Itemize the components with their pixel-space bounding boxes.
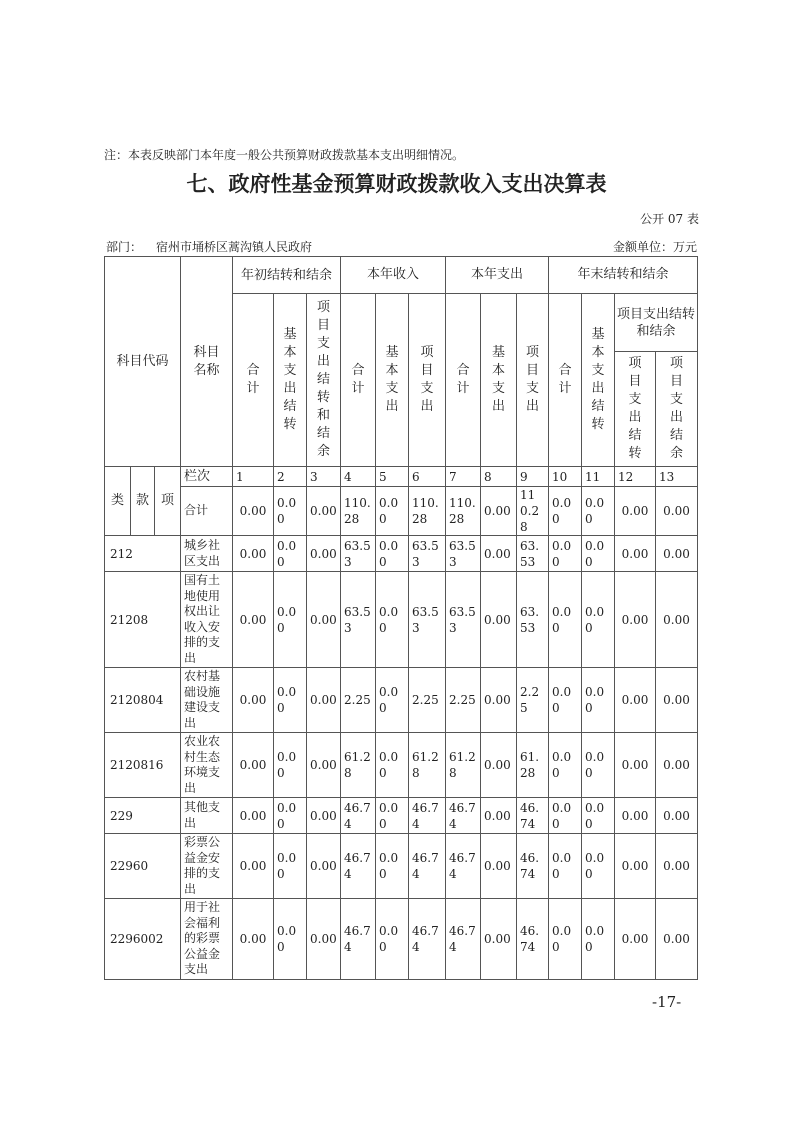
table-row — [105, 668, 698, 733]
subject-code: 21208 — [105, 572, 181, 668]
table-row — [105, 572, 698, 668]
value-cell: 2.25 — [517, 668, 549, 733]
value-cell: 63.53 — [341, 572, 376, 668]
value-cell: 0.00 — [582, 834, 615, 899]
value-cell: 0.00 — [481, 798, 517, 834]
value-cell: 61.28 — [446, 733, 481, 798]
value-cell: 46.74 — [446, 798, 481, 834]
value-cell: 0.00 — [233, 733, 274, 798]
header-end-basic-carry: 基本支出结转 — [582, 294, 615, 467]
value-cell: 0.00 — [582, 798, 615, 834]
header-income-project: 项目支出 — [409, 294, 446, 467]
value-cell: 63.53 — [341, 536, 376, 572]
value-cell: 0.00 — [233, 834, 274, 899]
value-cell: 0.00 — [582, 899, 615, 980]
value-cell: 46.74 — [446, 834, 481, 899]
value-cell: 0.00 — [376, 798, 409, 834]
value-cell: 0.00 — [615, 834, 656, 899]
subject-name: 合计 — [181, 487, 233, 536]
column-number: 2 — [274, 467, 307, 487]
value-cell: 0.00 — [233, 572, 274, 668]
column-number: 11 — [582, 467, 615, 487]
value-cell: 46.74 — [409, 899, 446, 980]
value-cell: 0.00 — [233, 487, 274, 536]
header-end-project-carry: 项目支出结转 — [615, 352, 656, 467]
column-number: 5 — [376, 467, 409, 487]
header-begin-group: 年初结转和结余 — [233, 257, 341, 294]
subject-name: 农村基础设施建设支出 — [181, 668, 233, 733]
page-number: -17- — [652, 993, 682, 1011]
header-xiang: 项 — [155, 467, 181, 536]
value-cell: 63.53 — [409, 536, 446, 572]
value-cell: 0.00 — [307, 572, 341, 668]
header-lanci: 栏次 — [181, 467, 233, 487]
table-row — [105, 536, 698, 572]
header-expense-total: 合计 — [446, 294, 481, 467]
value-cell: 0.00 — [274, 733, 307, 798]
value-cell: 0.00 — [549, 668, 582, 733]
value-cell: 0.00 — [615, 733, 656, 798]
subject-name: 农业农村生态环境支出 — [181, 733, 233, 798]
subject-name: 彩票公益金安排的支出 — [181, 834, 233, 899]
value-cell: 46.74 — [517, 798, 549, 834]
table-row — [105, 834, 698, 899]
value-cell: 0.00 — [615, 487, 656, 536]
subject-code: 212 — [105, 536, 181, 572]
value-cell: 0.00 — [656, 899, 698, 980]
value-cell: 0.00 — [615, 668, 656, 733]
value-cell: 0.00 — [615, 798, 656, 834]
column-number-row — [105, 467, 698, 487]
header-end-project-group: 项目支出结转和结余 — [615, 294, 698, 352]
value-cell: 0.00 — [549, 572, 582, 668]
value-cell: 0.00 — [549, 536, 582, 572]
column-number: 4 — [341, 467, 376, 487]
value-cell: 46.74 — [341, 798, 376, 834]
value-cell: 0.00 — [274, 487, 307, 536]
amount-unit: 金额单位：万元 — [612, 240, 697, 254]
value-cell: 0.00 — [549, 733, 582, 798]
value-cell: 63.53 — [409, 572, 446, 668]
value-cell: 0.00 — [582, 536, 615, 572]
header-expense-basic: 基本支出 — [481, 294, 517, 467]
value-cell: 0.00 — [615, 899, 656, 980]
column-number: 10 — [549, 467, 582, 487]
page-title: 七、政府性基金预算财政拨款收入支出决算表 — [186, 172, 607, 196]
value-cell: 0.00 — [274, 798, 307, 834]
value-cell: 0.00 — [656, 733, 698, 798]
value-cell: 0.00 — [307, 487, 341, 536]
subject-name: 其他支出 — [181, 798, 233, 834]
value-cell: 0.00 — [274, 572, 307, 668]
subject-code: 2296002 — [105, 899, 181, 980]
value-cell: 2.25 — [409, 668, 446, 733]
subject-name: 用于社会福利的彩票公益金支出 — [181, 899, 233, 980]
value-cell: 0.00 — [307, 798, 341, 834]
value-cell: 46.74 — [341, 899, 376, 980]
column-number: 3 — [307, 467, 341, 487]
value-cell: 63.53 — [517, 536, 549, 572]
value-cell: 0.00 — [481, 487, 517, 536]
value-cell: 0.00 — [307, 668, 341, 733]
value-cell: 61.28 — [409, 733, 446, 798]
department-name: 宿州市埇桥区蒿沟镇人民政府 — [156, 240, 313, 254]
header-end-group: 年末结转和结余 — [549, 257, 698, 294]
header-end-project-balance: 项目支出结余 — [656, 352, 698, 467]
subject-code: 2120816 — [105, 733, 181, 798]
value-cell: 0.00 — [376, 668, 409, 733]
header-end-total: 合计 — [549, 294, 582, 467]
table-row — [105, 487, 698, 536]
value-cell: 46.74 — [341, 834, 376, 899]
value-cell: 0.00 — [582, 668, 615, 733]
table-note: 注：本表反映部门本年度一般公共预算财政拨款基本支出明细情况。 — [104, 148, 465, 162]
value-cell: 63.53 — [446, 536, 481, 572]
value-cell: 63.53 — [517, 572, 549, 668]
table-row — [105, 733, 698, 798]
value-cell: 0.00 — [549, 487, 582, 536]
value-cell: 0.00 — [481, 834, 517, 899]
value-cell: 0.00 — [656, 668, 698, 733]
value-cell: 110.28 — [446, 487, 481, 536]
value-cell: 0.00 — [274, 536, 307, 572]
value-cell: 0.00 — [274, 668, 307, 733]
value-cell: 0.00 — [376, 733, 409, 798]
subject-code: 229 — [105, 798, 181, 834]
value-cell: 0.00 — [481, 899, 517, 980]
header-income-group: 本年收入 — [341, 257, 446, 294]
value-cell: 110.28 — [517, 487, 549, 536]
header-begin-project: 项目支出结转和结余 — [307, 294, 341, 467]
value-cell: 0.00 — [656, 572, 698, 668]
value-cell: 110.28 — [341, 487, 376, 536]
header-expense-group: 本年支出 — [446, 257, 549, 294]
value-cell: 0.00 — [615, 572, 656, 668]
column-number: 12 — [615, 467, 656, 487]
value-cell: 0.00 — [307, 536, 341, 572]
department-label: 部门： — [106, 240, 143, 254]
value-cell: 0.00 — [582, 733, 615, 798]
column-number: 1 — [233, 467, 274, 487]
value-cell: 0.00 — [481, 572, 517, 668]
value-cell: 0.00 — [307, 733, 341, 798]
value-cell: 0.00 — [233, 798, 274, 834]
value-cell: 0.00 — [549, 899, 582, 980]
column-number: 13 — [656, 467, 698, 487]
subject-name: 城乡社区支出 — [181, 536, 233, 572]
value-cell: 0.00 — [233, 668, 274, 733]
header-code: 科目代码 — [105, 257, 181, 467]
value-cell: 0.00 — [376, 487, 409, 536]
value-cell: 0.00 — [582, 572, 615, 668]
subject-code: 2120804 — [105, 668, 181, 733]
value-cell: 0.00 — [656, 834, 698, 899]
value-cell: 0.00 — [274, 899, 307, 980]
value-cell: 0.00 — [549, 798, 582, 834]
header-income-basic: 基本支出 — [376, 294, 409, 467]
value-cell: 2.25 — [446, 668, 481, 733]
value-cell: 0.00 — [481, 536, 517, 572]
value-cell: 46.74 — [409, 798, 446, 834]
value-cell: 0.00 — [376, 536, 409, 572]
value-cell: 0.00 — [481, 733, 517, 798]
value-cell: 0.00 — [307, 834, 341, 899]
header-kuan: 款 — [131, 467, 155, 536]
department-line — [106, 238, 312, 255]
table-row — [105, 899, 698, 980]
value-cell: 0.00 — [481, 668, 517, 733]
value-cell: 0.00 — [376, 834, 409, 899]
value-cell: 0.00 — [376, 899, 409, 980]
value-cell: 46.74 — [517, 834, 549, 899]
header-begin-basic-carry: 基本支出结转 — [274, 294, 307, 467]
value-cell: 0.00 — [274, 834, 307, 899]
header-lei: 类 — [105, 467, 131, 536]
column-number: 9 — [517, 467, 549, 487]
value-cell: 0.00 — [656, 487, 698, 536]
header-begin-total: 合计 — [233, 294, 274, 467]
value-cell: 0.00 — [656, 798, 698, 834]
header-name: 科目名称 — [181, 257, 233, 467]
subject-name: 国有土地使用权出让收入安排的支出 — [181, 572, 233, 668]
table-row — [105, 798, 698, 834]
value-cell: 0.00 — [233, 536, 274, 572]
value-cell: 46.74 — [446, 899, 481, 980]
value-cell: 61.28 — [341, 733, 376, 798]
value-cell: 46.74 — [517, 899, 549, 980]
column-number: 8 — [481, 467, 517, 487]
value-cell: 2.25 — [341, 668, 376, 733]
value-cell: 46.74 — [409, 834, 446, 899]
value-cell: 110.28 — [409, 487, 446, 536]
value-cell: 0.00 — [233, 899, 274, 980]
value-cell: 0.00 — [549, 834, 582, 899]
header-expense-project: 项目支出 — [517, 294, 549, 467]
value-cell: 0.00 — [582, 487, 615, 536]
table-number: 公开 07 表 — [640, 212, 699, 226]
value-cell: 0.00 — [307, 899, 341, 980]
value-cell: 0.00 — [656, 536, 698, 572]
budget-table — [104, 256, 698, 980]
value-cell: 63.53 — [446, 572, 481, 668]
subject-code: 22960 — [105, 834, 181, 899]
header-income-total: 合计 — [341, 294, 376, 467]
column-number: 6 — [409, 467, 446, 487]
value-cell: 61.28 — [517, 733, 549, 798]
value-cell: 0.00 — [615, 536, 656, 572]
value-cell: 0.00 — [376, 572, 409, 668]
column-number: 7 — [446, 467, 481, 487]
